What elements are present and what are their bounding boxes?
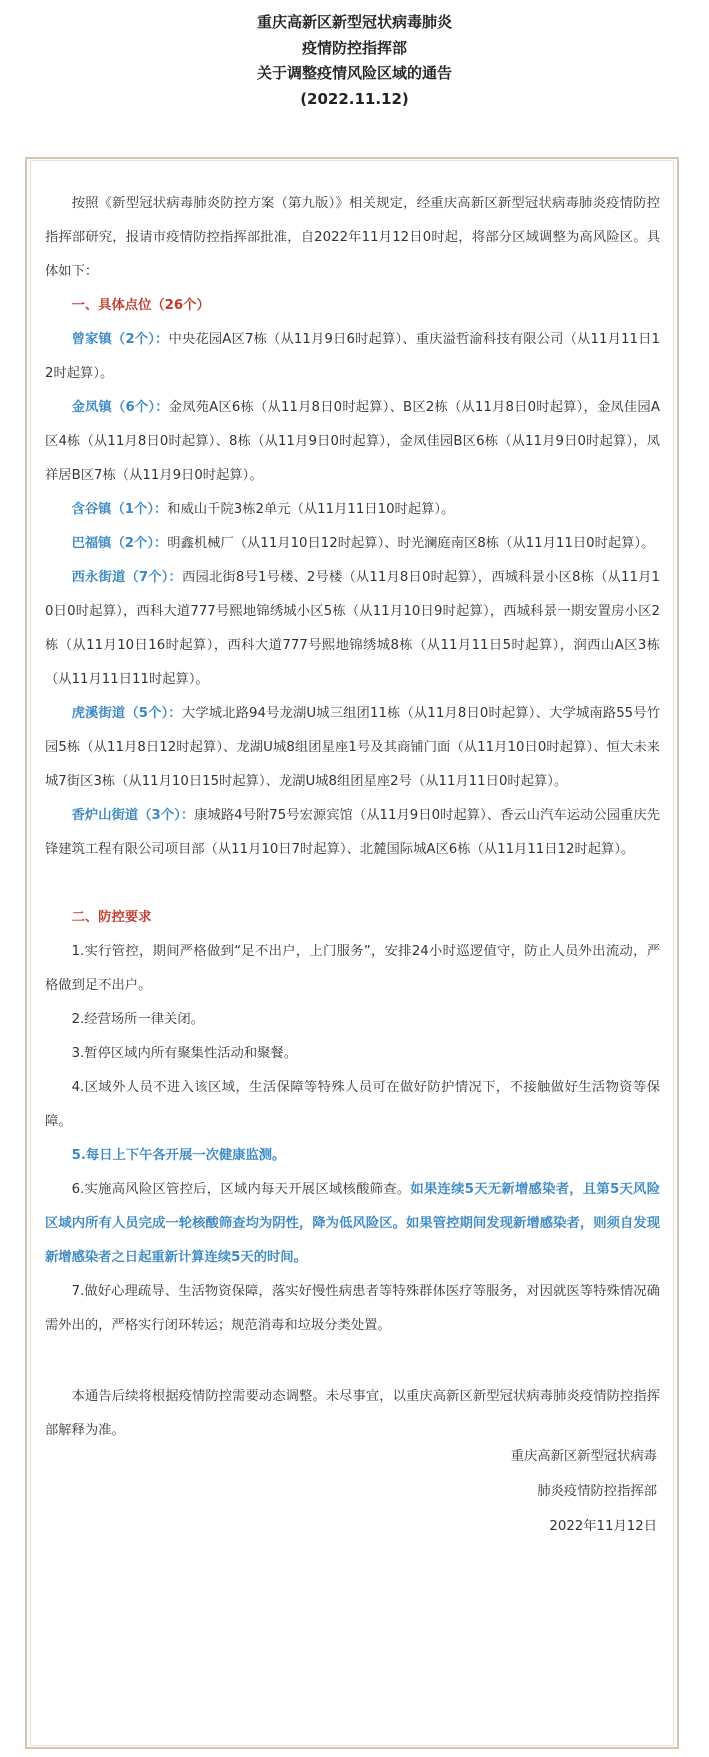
town-name: 曾家镇（2个）： xyxy=(71,332,169,347)
requirement-6-text: 6.实施高风险区管控后，区域内每天开展区域核酸筛查。 xyxy=(71,1182,411,1197)
notice-body xyxy=(45,187,660,1448)
intro-paragraph: 按照《新型冠状病毒肺炎防控方案（第九版）》相关规定，经重庆高新区新型冠状病毒肺炎疫情防控指挥部研究，报请市疫情防控指挥部批准，自2022年11月12日0时起，将部分区域调整为高风险区。具体如下： xyxy=(45,196,660,279)
requirement-4: 4.区域外人员不进入该区域，生活保障等特殊人员可在做好防护情况下，不接触做好生活物资等保障。 xyxy=(45,1080,660,1129)
area-item-bafu xyxy=(45,527,660,561)
town-name: 含谷镇（1个）： xyxy=(71,502,168,517)
notice-header xyxy=(0,10,709,112)
town-name: 虎溪街道（5个）： xyxy=(71,706,182,721)
area-text: 康城路4号附75号宏源宾馆（从11月9日0时起算）、香云山汽车运动公园重庆先锋建筑工程有限公司项目部（从11月10日7时起算）、北麓国际城A区6栋（从11月11日12时起算）。 xyxy=(45,808,660,857)
area-item-hangu xyxy=(45,493,660,527)
spacer xyxy=(45,867,660,901)
requirement-3: 3.暂停区域内所有聚集性活动和聚餐。 xyxy=(71,1046,298,1061)
area-text: 明鑫机械厂（从11月10日12时起算）、时光澜庭南区8栋（从11月11日0时起算）。 xyxy=(167,536,655,551)
town-name: 西永街道（7个）： xyxy=(71,570,183,585)
town-name: 金凤镇（6个）： xyxy=(71,400,169,415)
requirement-5: 5.每日上下午各开展一次健康监测。 xyxy=(71,1148,286,1163)
requirement-7: 7.做好心理疏导、生活物资保障，落实好慢性病患者等特殊群体医疗等服务，对因就医等特殊情况确需外出的，严格实行闭环转运；规范消毒和垃圾分类处置。 xyxy=(45,1284,660,1333)
area-text: 金凤苑A区6栋（从11月8日0时起算）、B区2栋（从11月8日0时起算），金凤佳园A区4栋（从11月8日0时起算）、8栋（从11月9日0时起算），金凤佳园B区6栋（从11月9日0时起算），凤祥居B区7栋（从11月9日0时起算）。 xyxy=(45,400,660,483)
town-name: 香炉山街道（3个）： xyxy=(71,808,195,823)
requirement-2: 2.经营场所一律关闭。 xyxy=(71,1012,204,1027)
section-1-heading: 一、具体点位（26个） xyxy=(71,298,210,313)
title-date: (2022.11.12) xyxy=(300,89,409,108)
section-2-heading: 二、防控要求 xyxy=(71,910,152,925)
closing-paragraph: 本通告后续将根据疫情防控需要动态调整。未尽事宜，以重庆高新区新型冠状病毒肺炎疫情防控指挥部解释为准。 xyxy=(45,1389,660,1438)
signature-line-2: 肺炎疫情防控指挥部 xyxy=(537,1484,657,1499)
area-item-xianglushan xyxy=(45,799,660,867)
area-item-jinfeng xyxy=(45,391,660,493)
requirement-6-highlight: 如果连续5天无新增感染者，且第5天风险区域内所有人员完成一轮核酸筛查均为阴性，降为低风险区。如果管控期间发现新增感染者，则须自发现新增感染者之日起重新计算连续5天的时间。 xyxy=(45,1182,660,1265)
area-item-huxi xyxy=(45,697,660,799)
area-text: 和威山千院3栋2单元（从11月11日10时起算）。 xyxy=(167,502,455,517)
requirement-1: 1.实行管控，期间严格做到“足不出户，上门服务”，安排24小时巡逻值守，防止人员外出流动，严格做到足不出户。 xyxy=(45,944,660,993)
signature-date: 2022年11月12日 xyxy=(549,1519,657,1534)
area-item-xiyong xyxy=(45,561,660,697)
area-item-zengjia xyxy=(45,323,660,391)
spacer xyxy=(45,1343,660,1380)
area-text: 西园北街8号1号楼、2号楼（从11月8日0时起算），西城科景小区8栋（从11月10日0时起算），西科大道777号熙地锦绣城小区5栋（从11月10日9时起算），西城科景一期安置房小区2栋（从11月10日16时起算），西科大道777号熙地锦绣城8栋（从11月11日5时起算），润西山A区3栋（从11月11日11时起算）。 xyxy=(45,570,660,687)
requirement-6 xyxy=(45,1173,660,1275)
title-line-2: 疫情防控指挥部 xyxy=(301,38,407,57)
title-line-1: 重庆高新区新型冠状病毒肺炎 xyxy=(256,13,452,31)
area-text: 大学城北路94号龙湖U城三组团11栋（从11月8日0时起算）、大学城南路55号竹园5栋（从11月8日12时起算）、龙湖U城8组团星座1号及其商铺门面（从11月10日0时起算）、恒大未来城7街区3栋（从11月10日15时起算）、龙湖U城8组团星座2号（从11月11日0时起算）。 xyxy=(45,706,660,789)
title-line-3: 关于调整疫情风险区域的通告 xyxy=(256,64,452,82)
town-name: 巴福镇（2个）： xyxy=(71,536,168,551)
signature-line-1: 重庆高新区新型冠状病毒 xyxy=(510,1449,657,1464)
area-text: 中央花园A区7栋（从11月9日6时起算）、重庆溢哲渝科技有限公司（从11月11日12时起算）。 xyxy=(45,332,660,381)
